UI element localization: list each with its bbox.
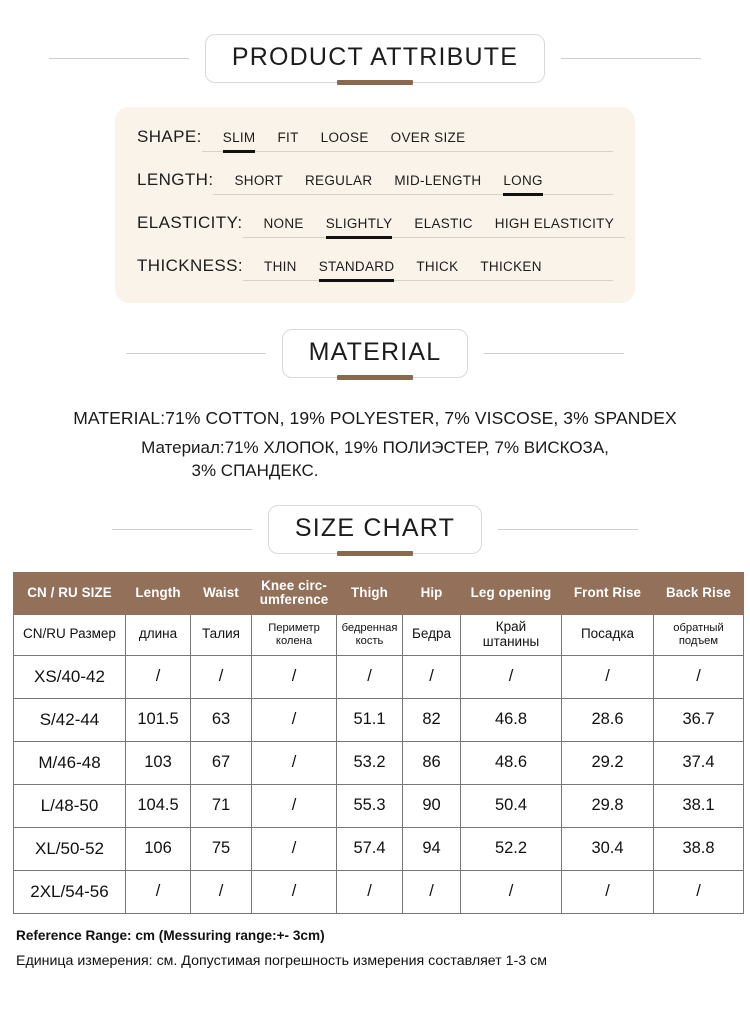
- attribute-option[interactable]: NONE: [263, 216, 304, 231]
- column-header-en: Thigh: [337, 573, 403, 615]
- attribute-row-elasticity: [137, 213, 613, 238]
- measurement-cell: 82: [403, 698, 461, 741]
- attribute-option[interactable]: LOOSE: [320, 130, 369, 145]
- measurement-cell: 75: [191, 827, 252, 870]
- measurement-cell: 71: [191, 784, 252, 827]
- measurement-cell: 29.2: [562, 741, 654, 784]
- size-chart-thead: [14, 573, 744, 656]
- attribute-option[interactable]: OVER SIZE: [390, 130, 466, 145]
- measurement-cell: 55.3: [337, 784, 403, 827]
- material-text-russian-line1: Материал:71% ХЛОПОК, 19% ПОЛИЭСТЕР, 7% ВИСКОЗА,: [141, 438, 609, 457]
- attribute-option[interactable]: ELASTIC: [414, 216, 473, 231]
- reference-range-note-english: Reference Range: cm (Messuring range:+- 3cm): [16, 927, 325, 943]
- size-chart-table-wrapper: [7, 572, 743, 914]
- measurement-cell: /: [252, 827, 337, 870]
- product-attribute-title-pill: [205, 34, 545, 83]
- decorative-line-right: [484, 353, 624, 354]
- section-header-product-attribute: [0, 34, 750, 83]
- size-label-cell: S/42-44: [14, 698, 126, 741]
- attribute-option[interactable]: REGULAR: [305, 173, 373, 188]
- size-label-cell: XL/50-52: [14, 827, 126, 870]
- size-label-cell: M/46-48: [14, 741, 126, 784]
- material-title-pill: [282, 329, 469, 378]
- material-text-english: MATERIAL:71% COTTON, 19% POLYESTER, 7% VISCOSE, 3% SPANDEX: [73, 408, 677, 428]
- column-header-en: CN / RU SIZE: [14, 573, 126, 615]
- measurement-cell: 104.5: [126, 784, 191, 827]
- column-header-ru: Периметр колена: [252, 614, 337, 655]
- attribute-row-thickness: [137, 256, 613, 281]
- section-header-size-chart: [0, 505, 750, 554]
- measurement-cell: 46.8: [461, 698, 562, 741]
- measurement-cell: 63: [191, 698, 252, 741]
- column-header-ru: Край штанины: [461, 614, 562, 655]
- column-header-ru: CN/RU Размер: [14, 614, 126, 655]
- measurement-cell: 52.2: [461, 827, 562, 870]
- decorative-line-left: [49, 58, 189, 59]
- measurement-cell: 94: [403, 827, 461, 870]
- measurement-cell: 48.6: [461, 741, 562, 784]
- measurement-cell: /: [252, 870, 337, 913]
- table-header-row-english: [14, 573, 744, 615]
- attribute-option-selected[interactable]: STANDARD: [308, 259, 406, 280]
- measurement-cell: 29.8: [562, 784, 654, 827]
- size-chart-title-pill: [268, 505, 482, 554]
- measurement-cell: 38.1: [654, 784, 744, 827]
- measurement-cell: /: [562, 655, 654, 698]
- column-header-ru: Бедра: [403, 614, 461, 655]
- attribute-option[interactable]: SHORT: [234, 173, 283, 188]
- measurement-cell: 36.7: [654, 698, 744, 741]
- measurement-cell: /: [562, 870, 654, 913]
- attribute-panel: [115, 107, 635, 303]
- attribute-label: ELASTICITY:: [137, 213, 243, 232]
- title-underline-accent: [337, 375, 413, 380]
- table-row: [14, 698, 744, 741]
- table-row: [14, 741, 744, 784]
- measurement-cell: /: [403, 870, 461, 913]
- column-header-en: Hip: [403, 573, 461, 615]
- attribute-label: SHAPE:: [137, 127, 202, 146]
- measurement-cell: /: [191, 870, 252, 913]
- table-row: [14, 655, 744, 698]
- measurement-cell: /: [654, 655, 744, 698]
- title-underline-accent: [337, 80, 413, 85]
- measurement-cell: 50.4: [461, 784, 562, 827]
- column-header-en: Waist: [191, 573, 252, 615]
- column-header-en: Knee circ- umference: [252, 573, 337, 615]
- measurement-cell: 90: [403, 784, 461, 827]
- footer-notes: [0, 928, 750, 969]
- attribute-option-selected[interactable]: LONG: [492, 173, 553, 194]
- column-header-ru: длина: [126, 614, 191, 655]
- measurement-cell: 30.4: [562, 827, 654, 870]
- measurement-cell: /: [126, 870, 191, 913]
- measurement-cell: /: [252, 698, 337, 741]
- measurement-cell: /: [403, 655, 461, 698]
- attribute-option[interactable]: THICKEN: [480, 259, 542, 274]
- attribute-label: THICKNESS:: [137, 256, 244, 275]
- attribute-option[interactable]: THIN: [264, 259, 297, 274]
- measurement-cell: /: [654, 870, 744, 913]
- section-header-material: [0, 329, 750, 378]
- column-header-ru: Талия: [191, 614, 252, 655]
- table-row: [14, 827, 744, 870]
- attribute-option-selected[interactable]: SLIM: [212, 130, 267, 151]
- measurement-cell: /: [337, 655, 403, 698]
- size-label-cell: 2XL/54-56: [14, 870, 126, 913]
- measurement-cell: /: [461, 655, 562, 698]
- table-header-row-russian: [14, 614, 744, 655]
- column-header-ru: Посадка: [562, 614, 654, 655]
- column-header-ru: бедренная кость: [337, 614, 403, 655]
- measurement-cell: /: [337, 870, 403, 913]
- measurement-cell: /: [252, 655, 337, 698]
- material-composition-block: [0, 408, 750, 481]
- column-header-en: Front Rise: [562, 573, 654, 615]
- attribute-option-group: [213, 173, 613, 195]
- attribute-row-length: [137, 170, 613, 195]
- attribute-row-shape: [137, 127, 613, 152]
- size-label-cell: L/48-50: [14, 784, 126, 827]
- measurement-cell: /: [191, 655, 252, 698]
- attribute-option-selected[interactable]: SLIGHTLY: [315, 216, 404, 237]
- column-header-en: Leg opening: [461, 573, 562, 615]
- material-text-russian-line2: 3% СПАНДЕКС.: [191, 461, 319, 480]
- measurement-cell: 106: [126, 827, 191, 870]
- attribute-option[interactable]: THICK: [416, 259, 459, 274]
- measurement-cell: 86: [403, 741, 461, 784]
- decorative-line-right: [498, 529, 638, 530]
- page-title: PRODUCT ATTRIBUTE: [231, 43, 519, 71]
- measurement-cell: /: [126, 655, 191, 698]
- measurement-cell: 57.4: [337, 827, 403, 870]
- attribute-label: LENGTH:: [137, 170, 214, 189]
- column-header-en: Length: [126, 573, 191, 615]
- attribute-option-group: [243, 216, 626, 238]
- decorative-line-left: [112, 529, 252, 530]
- measurement-cell: /: [461, 870, 562, 913]
- column-header-en: Back Rise: [654, 573, 744, 615]
- size-chart-table: [13, 572, 744, 914]
- measurement-cell: 51.1: [337, 698, 403, 741]
- measurement-cell: /: [252, 741, 337, 784]
- attribute-option-group: [243, 259, 613, 281]
- title-underline-accent: [337, 551, 413, 556]
- measurement-cell: 53.2: [337, 741, 403, 784]
- attribute-option[interactable]: HIGH ELASTICITY: [494, 216, 615, 231]
- table-row: [14, 784, 744, 827]
- attribute-option-group: [202, 130, 613, 152]
- measurement-cell: 37.4: [654, 741, 744, 784]
- decorative-line-left: [126, 353, 266, 354]
- decorative-line-right: [561, 58, 701, 59]
- measurement-cell: 67: [191, 741, 252, 784]
- measurement-cell: 28.6: [562, 698, 654, 741]
- size-label-cell: XS/40-42: [14, 655, 126, 698]
- table-row: [14, 870, 744, 913]
- attribute-option[interactable]: MID-LENGTH: [394, 173, 482, 188]
- reference-range-note-russian: Единица измерения: см. Допустимая погрешность измерения составляет 1-3 см: [16, 952, 547, 969]
- measurement-cell: 103: [126, 741, 191, 784]
- material-title: MATERIAL: [308, 338, 442, 366]
- measurement-cell: 38.8: [654, 827, 744, 870]
- column-header-ru: обратный подъем: [654, 614, 744, 655]
- attribute-option[interactable]: FIT: [277, 130, 299, 145]
- size-chart-title: SIZE CHART: [294, 514, 456, 542]
- measurement-cell: /: [252, 784, 337, 827]
- measurement-cell: 101.5: [126, 698, 191, 741]
- size-chart-tbody: [14, 655, 744, 913]
